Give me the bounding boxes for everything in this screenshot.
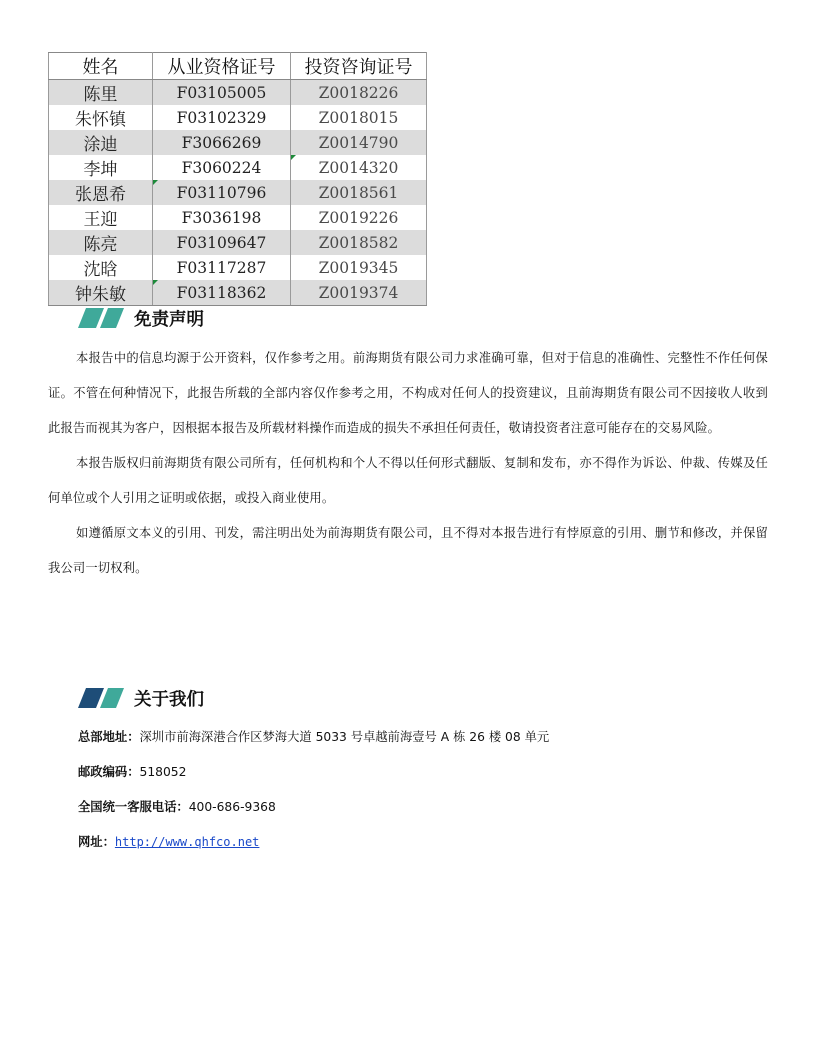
about-title: 关于我们 <box>134 689 204 710</box>
license-number: F03102329 <box>153 105 291 130</box>
analyst-name: 朱怀镇 <box>49 105 153 130</box>
website-label: 网址： <box>78 835 115 849</box>
address-label: 总部地址： <box>78 730 140 744</box>
license-number: F03117287 <box>153 255 291 280</box>
disclaimer-header <box>78 308 204 328</box>
hotline-label: 全国统一客服电话： <box>78 800 189 814</box>
postcode-value: 518052 <box>139 765 187 779</box>
disclaimer-paragraph: 如遵循原文本义的引用、刊发，需注明出处为前海期货有限公司，且不得对本报告进行有悖原意的引用、删节和修改，并保留我公司一切权利。 <box>48 526 768 575</box>
contact-info <box>78 722 778 862</box>
table-row <box>49 80 427 106</box>
analyst-name: 陈亮 <box>49 230 153 255</box>
section-parallelogram-icon <box>78 688 124 708</box>
license-number: F03109647 <box>153 230 291 255</box>
disclaimer-paragraph: 本报告中的信息均源于公开资料，仅作参考之用。前海期货有限公司力求准确可靠，但对于信息的准确性、完整性不作任何保证。不管在何种情况下，此报告所载的全部内容仅作参考之用，不构成对任何人的投资建议，且前海期货有限公司不因接收人收到此报告而视其为客户，因根据本报告及所载材料操作而造成的损失不承担任何责任，敬请投资者注意可能存在的交易风险。 <box>48 351 768 435</box>
analyst-name: 王迎 <box>49 205 153 230</box>
table-row <box>49 105 427 130</box>
column-header-name: 姓名 <box>49 53 153 80</box>
table-row <box>49 205 427 230</box>
advisory-number: Z0018226 <box>291 80 427 106</box>
hotline-row <box>78 792 778 827</box>
disclaimer-paragraph: 本报告版权归前海期货有限公司所有，任何机构和个人不得以任何形式翻版、复制和发布，亦不得作为诉讼、仲裁、传媒及任何单位或个人引用之证明或依据，或投入商业使用。 <box>48 456 768 505</box>
advisory-number: Z0019226 <box>291 205 427 230</box>
table-row <box>49 255 427 280</box>
address-row <box>78 722 778 757</box>
website-row <box>78 827 778 862</box>
license-number: F03110796 <box>153 180 291 205</box>
table-row <box>49 130 427 155</box>
advisory-number: Z0019345 <box>291 255 427 280</box>
hotline-value: 400-686-9368 <box>188 800 276 814</box>
analyst-name: 陈里 <box>49 80 153 106</box>
column-header-advisory: 投资咨询证号 <box>291 53 427 80</box>
table-row <box>49 230 427 255</box>
advisory-number: Z0018582 <box>291 230 427 255</box>
analyst-name: 张恩希 <box>49 180 153 205</box>
section-parallelogram-icon <box>78 308 124 328</box>
advisory-number: Z0014320 <box>291 155 427 180</box>
table-row <box>49 280 427 306</box>
analyst-name: 沈晗 <box>49 255 153 280</box>
table-header-row <box>49 53 427 80</box>
license-number: F03105005 <box>153 80 291 106</box>
about-header <box>78 688 204 708</box>
postcode-label: 邮政编码： <box>78 765 140 779</box>
license-number: F3036198 <box>153 205 291 230</box>
disclaimer-body <box>48 341 768 586</box>
analyst-name: 李坤 <box>49 155 153 180</box>
postcode-row <box>78 757 778 792</box>
address-value: 深圳市前海深港合作区梦海大道 5033 号卓越前海壹号 A 栋 26 楼 08 单元 <box>139 730 550 744</box>
table-row <box>49 155 427 180</box>
analyst-name: 涂迪 <box>49 130 153 155</box>
license-number: F3060224 <box>153 155 291 180</box>
advisory-number: Z0018561 <box>291 180 427 205</box>
disclaimer-title: 免责声明 <box>134 309 204 330</box>
license-number: F3066269 <box>153 130 291 155</box>
analyst-name: 钟朱敏 <box>49 280 153 306</box>
column-header-license: 从业资格证号 <box>153 53 291 80</box>
advisory-number: Z0018015 <box>291 105 427 130</box>
advisory-number: Z0019374 <box>291 280 427 306</box>
website-link[interactable]: http://www.qhfco.net <box>114 835 260 849</box>
license-number: F03118362 <box>153 280 291 306</box>
advisory-number: Z0014790 <box>291 130 427 155</box>
table-row <box>49 180 427 205</box>
analyst-license-table <box>48 52 427 306</box>
